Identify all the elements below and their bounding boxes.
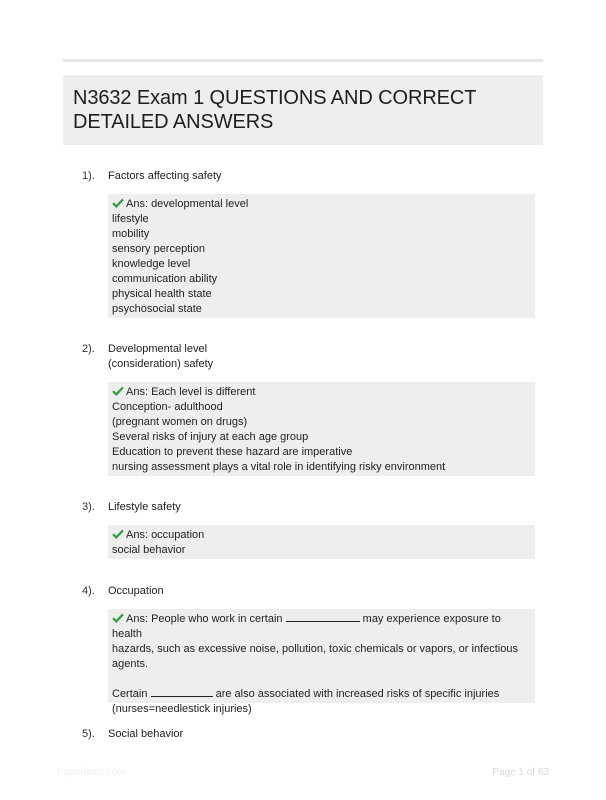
answer-line: Several risks of injury at each age group <box>112 431 309 443</box>
answer-line: Education to prevent these hazard are imperative <box>112 446 353 458</box>
question-line: Occupation <box>108 585 164 597</box>
answer-line: (pregnant women on drugs) <box>112 416 248 428</box>
question-text <box>108 584 528 599</box>
page-number: Page 1 of 63 <box>492 767 549 778</box>
question-number: 2). <box>82 343 95 355</box>
question-line: Factors affecting safety <box>108 170 222 182</box>
fill-in-blank <box>286 612 360 622</box>
question-line: (consideration) safety <box>108 358 214 370</box>
answer-line: nursing assessment plays a vital role in identifying risky environment <box>112 461 446 473</box>
question-number: 5). <box>82 728 95 740</box>
question-text <box>108 169 528 184</box>
question-line: Social behavior <box>108 728 184 740</box>
answer-line: knowledge level <box>112 258 191 270</box>
checkmark-icon <box>112 529 124 539</box>
answer-line: agents. <box>112 658 149 670</box>
answer-box <box>108 609 535 715</box>
footer-watermark: Paperlibtic.com <box>57 767 126 778</box>
title-banner <box>63 75 543 145</box>
checkmark-icon <box>112 613 124 623</box>
answer-line: Conception- adulthood <box>112 401 223 413</box>
question-line: Developmental level <box>108 343 208 355</box>
answer-spacer <box>112 672 531 687</box>
question-number: 3). <box>82 501 95 513</box>
answer-line: physical health state <box>112 288 212 300</box>
checkmark-icon <box>112 198 124 208</box>
answer-line: sensory perception <box>112 243 205 255</box>
question-text <box>108 500 528 515</box>
answer-line: Ans: Each level is different <box>112 385 531 400</box>
answer-line: psychosocial state <box>112 303 202 315</box>
answer-line: lifestyle <box>112 213 149 225</box>
answer-line: (nurses=needlestick injuries) <box>112 703 252 715</box>
question-line: Lifestyle safety <box>108 501 181 513</box>
answer-line: communication ability <box>112 273 218 285</box>
question-number: 4). <box>82 585 95 597</box>
answer-line: Certain are also associated with increased risks of specific injuries <box>112 688 500 700</box>
answer-line: Ans: People who work in certain may experience exposure to health <box>112 613 501 640</box>
answer-box <box>108 525 535 559</box>
top-divider <box>63 59 543 62</box>
question-text <box>108 727 528 742</box>
answer-line: mobility <box>112 228 150 240</box>
checkmark-icon <box>112 386 124 396</box>
question-number: 1). <box>82 170 95 182</box>
answer-line: hazards, such as excessive noise, pollution, toxic chemicals or vapors, or infectious <box>112 643 518 655</box>
question-text <box>108 342 528 372</box>
answer-line: social behavior <box>112 544 186 556</box>
answer-box <box>108 194 535 318</box>
answer-box <box>108 382 535 476</box>
answer-line: Ans: developmental level <box>112 197 531 212</box>
answer-line: Ans: occupation <box>112 528 531 543</box>
fill-in-blank <box>151 687 213 697</box>
page-title: N3632 Exam 1 QUESTIONS AND CORRECT DETAILED ANSWERS <box>73 87 477 133</box>
